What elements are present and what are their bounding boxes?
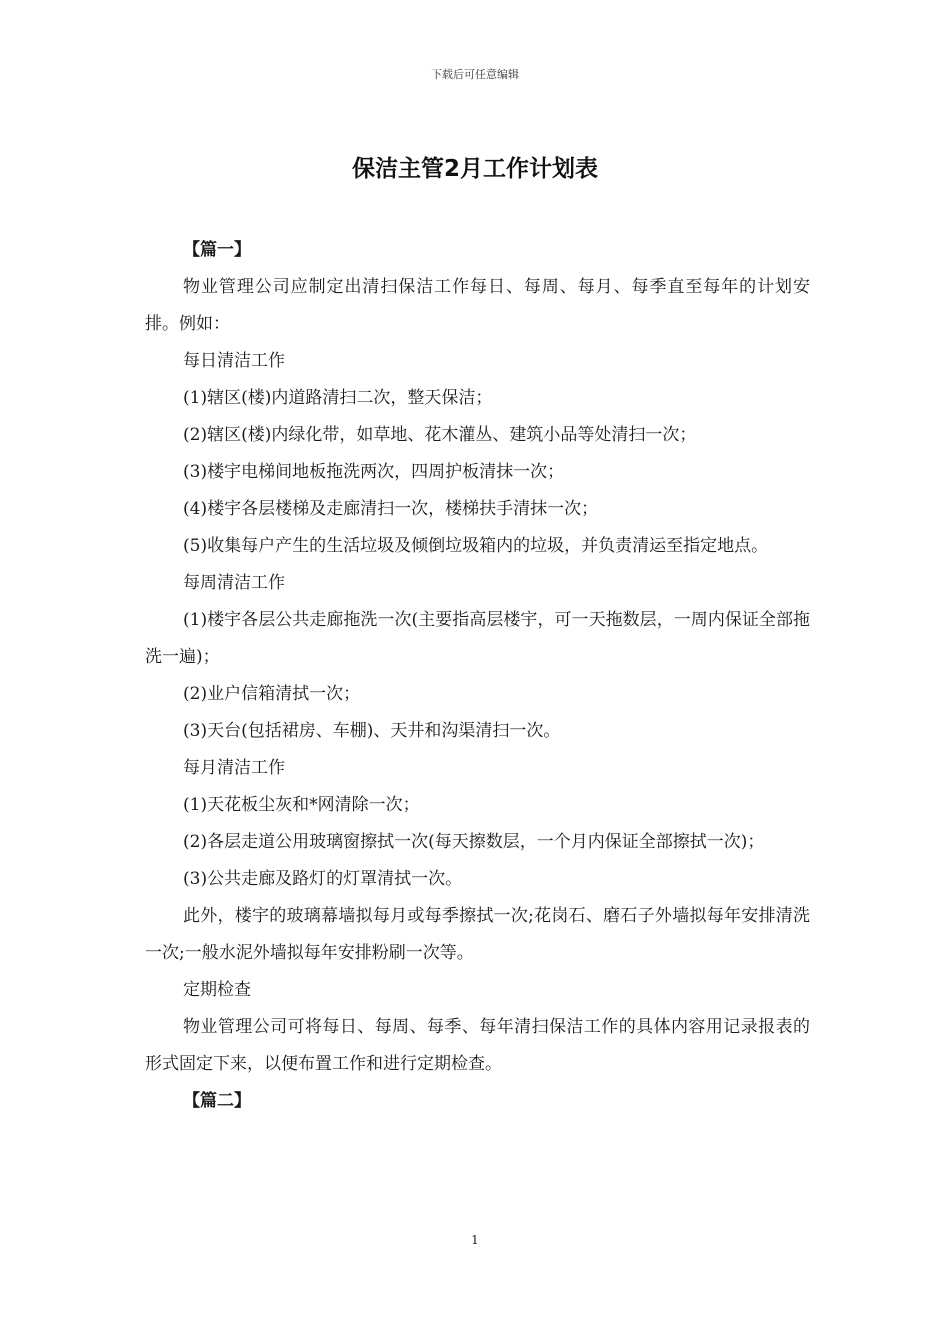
daily-item-1: (1)辖区(楼)内道路清扫二次，整天保洁； — [183, 388, 493, 408]
monthly-item-2: (2)各层走道公用玻璃窗擦拭一次(每天擦数层，一个月内保证全部擦拭一次)； — [183, 832, 765, 852]
page-number: 1 — [471, 1233, 479, 1247]
daily-heading: 每日清洁工作 — [183, 351, 285, 371]
document-title: 保洁主管2月工作计划表 — [351, 156, 598, 182]
page-header-note: 下载后可任意编辑 — [431, 68, 519, 81]
daily-item-5: (5)收集每户产生的生活垃圾及倾倒垃圾箱内的垃圾，并负责清运至指定地点。 — [183, 536, 769, 556]
monthly-item-3: (3)公共走廊及路灯的灯罩清拭一次。 — [183, 869, 463, 889]
section-heading-1: 【篇一】 — [183, 240, 251, 260]
monthly-heading: 每月清洁工作 — [183, 758, 285, 778]
weekly-heading: 每周清洁工作 — [183, 573, 285, 593]
document-body — [145, 232, 810, 1120]
weekly-item-1: (1)楼宇各层公共走廊拖洗一次(主要指高层楼宇，可一天拖数层，一周内保证全部拖洗一遍)； — [145, 610, 810, 667]
weekly-item-2: (2)业户信箱清拭一次； — [183, 684, 361, 704]
daily-item-4: (4)楼宇各层楼梯及走廊清扫一次，楼梯扶手清抹一次； — [183, 499, 599, 519]
intro-paragraph: 物业管理公司应制定出清扫保洁工作每日、每周、每月、每季直至每年的计划安排。例如： — [145, 277, 810, 334]
inspection-heading: 定期检查 — [183, 980, 251, 1000]
daily-item-2: (2)辖区(楼)内绿化带，如草地、花木灌丛、建筑小品等处清扫一次； — [183, 425, 697, 445]
monthly-item-1: (1)天花板尘灰和*网清除一次； — [183, 795, 420, 815]
weekly-item-3: (3)天台(包括裙房、车棚)、天井和沟渠清扫一次。 — [183, 721, 561, 741]
section-heading-2: 【篇二】 — [183, 1091, 251, 1111]
extra-paragraph: 此外，楼宇的玻璃幕墙拟每月或每季擦拭一次;花岗石、磨石子外墙拟每年安排清洗一次;一般水泥外墙拟每年安排粉刷一次等。 — [145, 906, 810, 963]
daily-item-3: (3)楼宇电梯间地板拖洗两次，四周护板清抹一次； — [183, 462, 565, 482]
inspection-paragraph: 物业管理公司可将每日、每周、每季、每年清扫保洁工作的具体内容用记录报表的形式固定下来，以便布置工作和进行定期检查。 — [145, 1017, 810, 1074]
